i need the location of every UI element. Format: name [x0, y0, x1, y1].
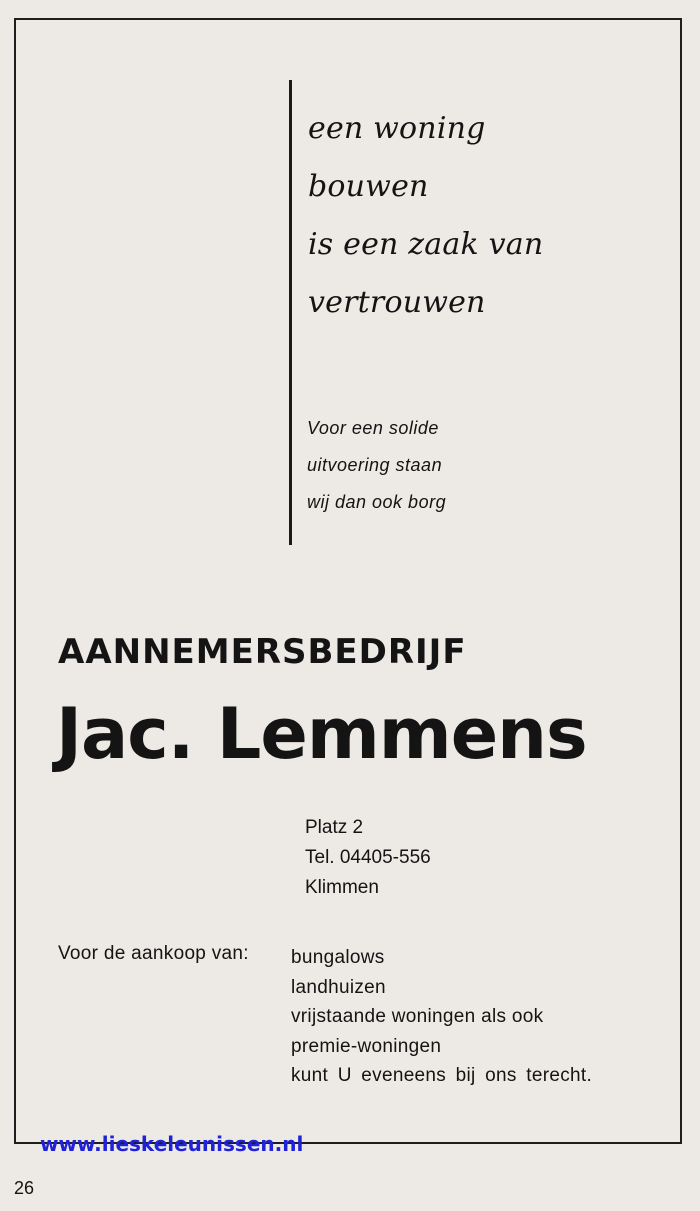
company-name: Jac. Lemmens: [56, 693, 587, 775]
slogan: [308, 100, 543, 332]
page-number: 26: [14, 1178, 35, 1198]
phone: Tel. 04405-556: [305, 847, 431, 868]
offer-item: vrijstaande woningen als ook: [291, 1006, 544, 1027]
tagline-line: uitvoering staan: [307, 455, 443, 475]
slogan-line: vertrouwen: [308, 285, 486, 320]
vertical-rule: [289, 80, 292, 545]
offer-lead: Voor de aankoop van:: [58, 943, 249, 964]
slogan-line: bouwen: [308, 169, 429, 204]
offer-item: premie-woningen: [291, 1035, 442, 1057]
company-type: AANNEMERSBEDRIJF: [58, 632, 467, 672]
city: Klimmen: [305, 877, 379, 898]
slogan-line: een woning: [308, 111, 486, 146]
offer-list: [291, 943, 592, 1091]
slogan-line: is een zaak van: [308, 227, 544, 262]
offer-closing: kunt U eveneens bij ons terecht.: [291, 1065, 593, 1086]
street: Platz 2: [305, 817, 364, 838]
tagline-line: Voor een solide: [307, 418, 439, 438]
watermark-link[interactable]: www.lieskeleunissen.nl: [40, 1132, 304, 1156]
tagline-line: wij dan ook borg: [307, 492, 447, 512]
tagline: [307, 410, 446, 521]
address-block: [305, 813, 431, 903]
offer-item: bungalows: [291, 947, 385, 968]
offer-item: landhuizen: [291, 976, 386, 998]
